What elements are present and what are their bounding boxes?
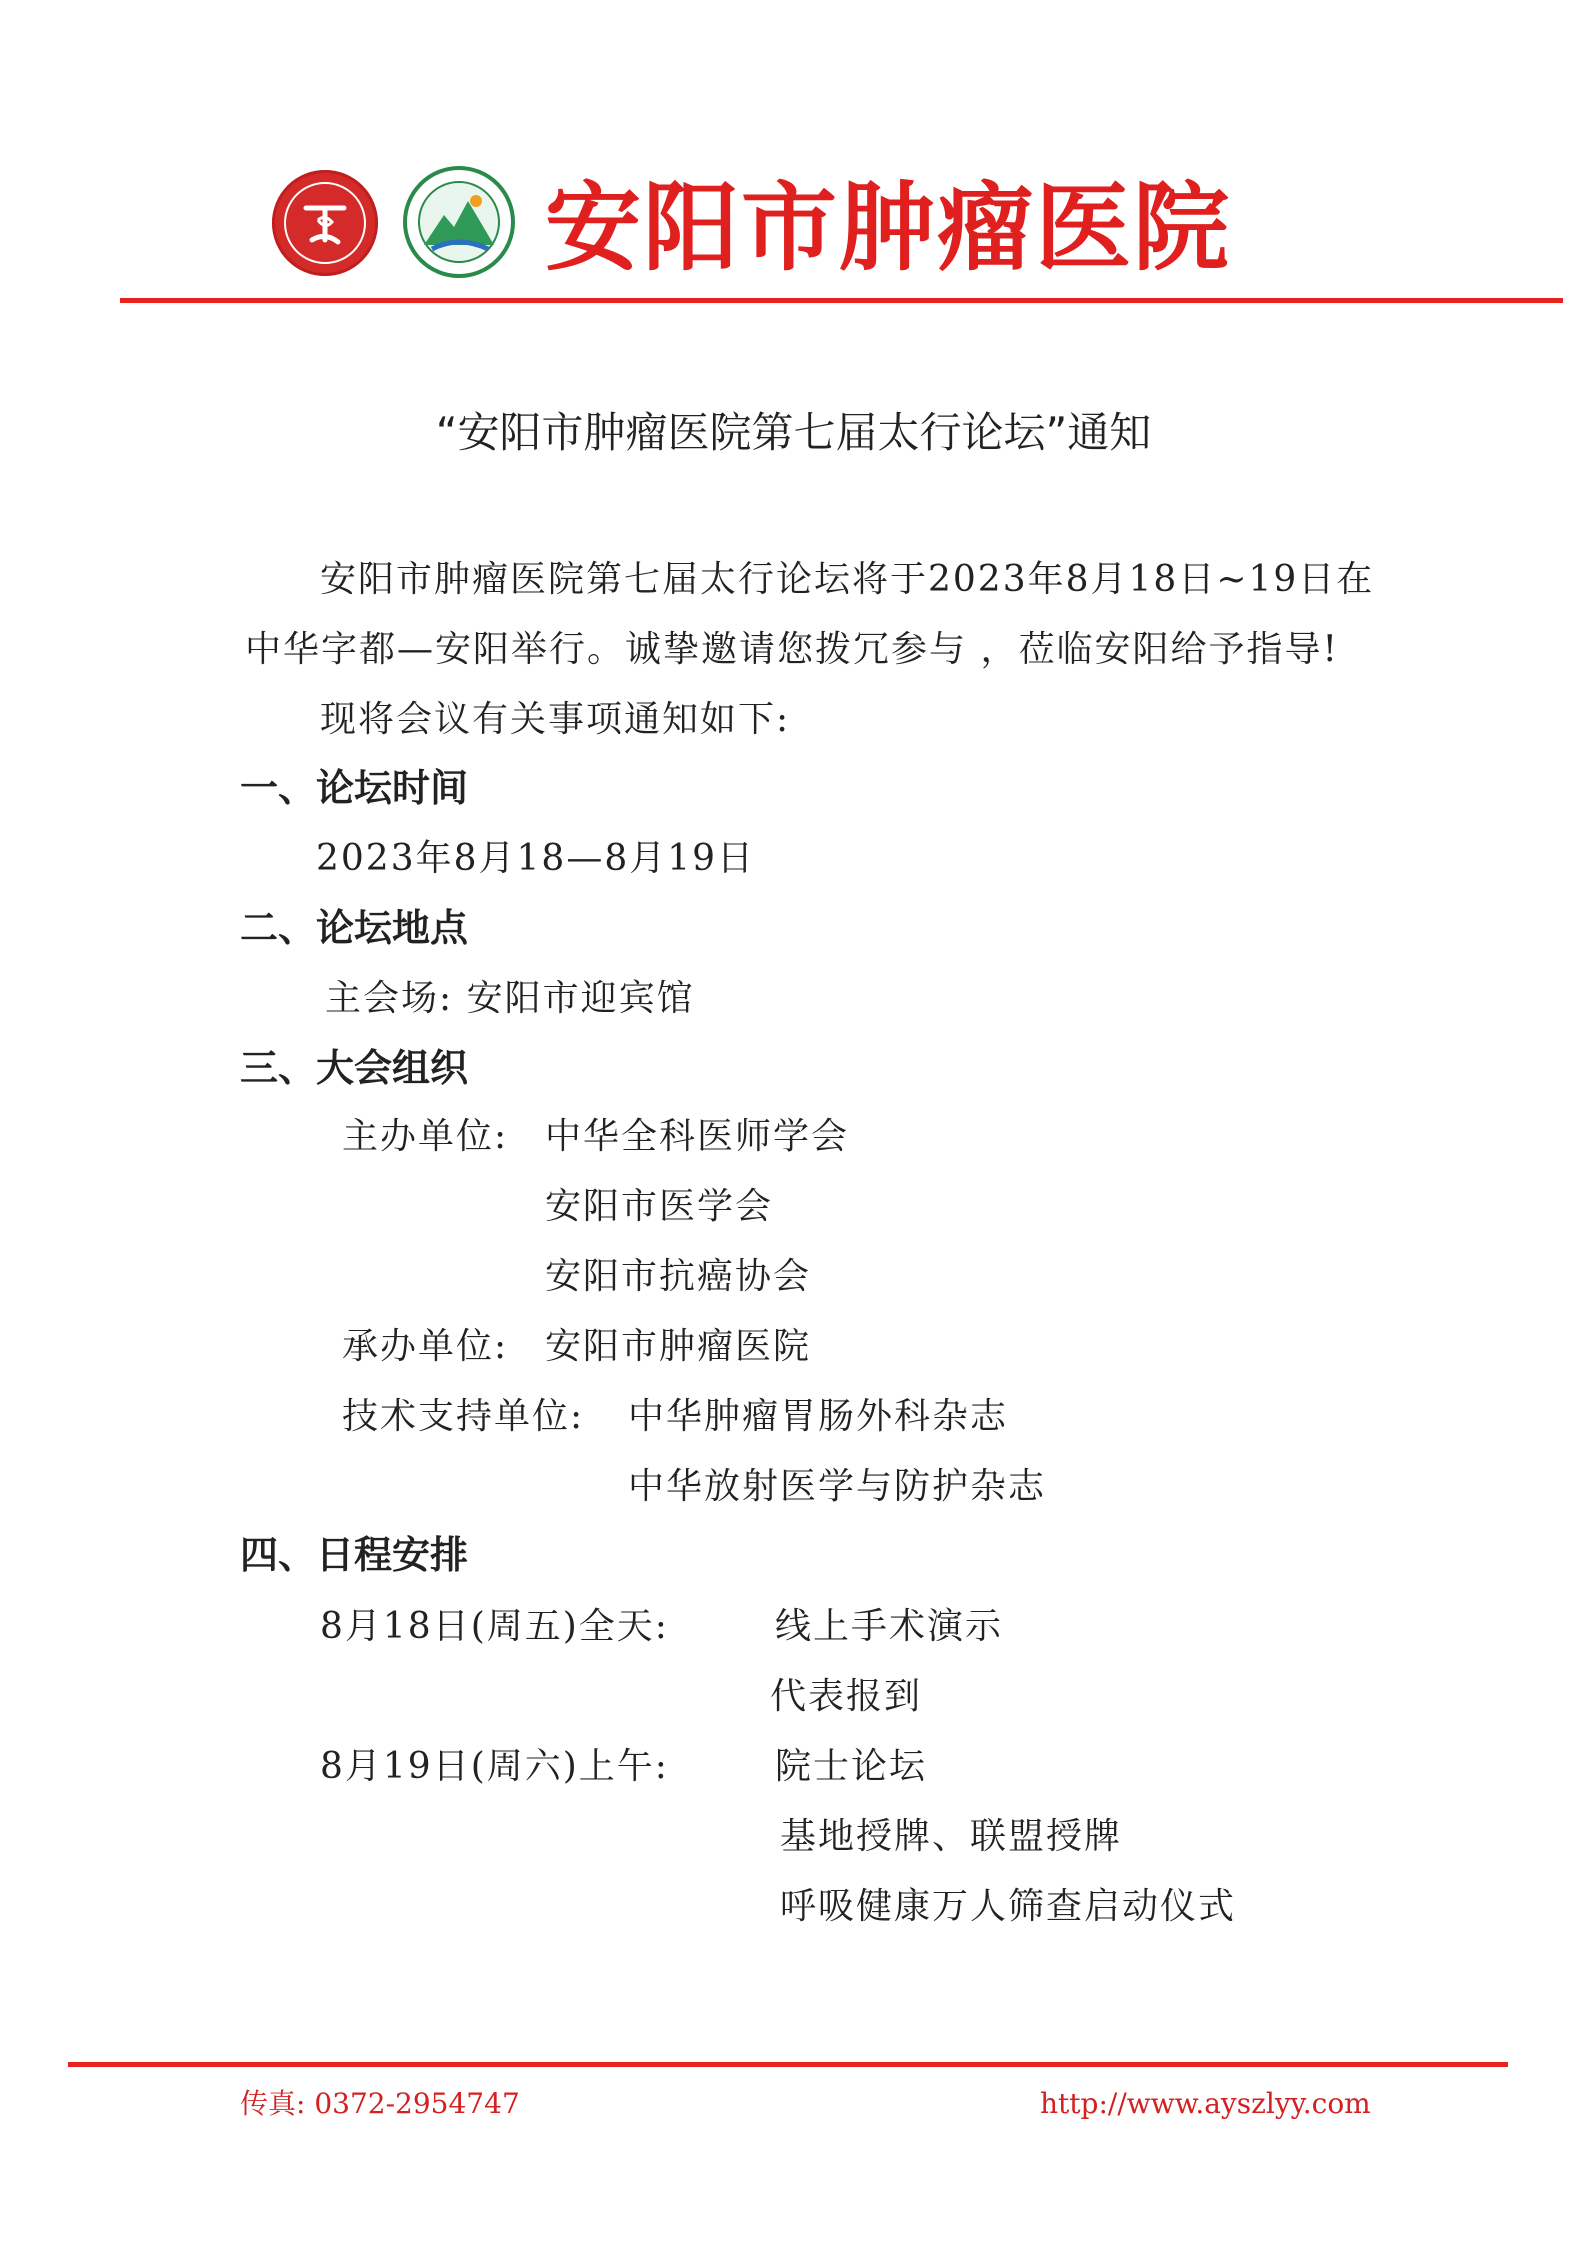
intro-line-1: 安阳市肿瘤医院第七届太行论坛将于2023年8月18日~19日在 <box>320 559 1375 600</box>
day1-item: 代表报到 <box>770 1676 923 1717</box>
website-link[interactable]: http://www.ayszlyy.com <box>1040 2087 1371 2120</box>
day1-item: 线上手术演示 <box>775 1606 1004 1647</box>
host-item: 安阳市抗癌协会 <box>545 1256 812 1297</box>
section-org-heading: 三、大会组织 <box>240 1046 469 1090</box>
day2-item: 院士论坛 <box>775 1746 928 1787</box>
hospital-logo <box>272 170 378 276</box>
section-place-heading: 二、论坛地点 <box>240 906 469 950</box>
host-item: 安阳市医学会 <box>545 1186 774 1227</box>
day2-item: 呼吸健康万人筛查启动仪式 <box>780 1886 1237 1927</box>
support-label: 技术支持单位: <box>342 1396 585 1437</box>
host-label: 主办单位: <box>342 1116 509 1157</box>
mountain-emblem-icon <box>402 165 516 279</box>
hospital-emblem-icon <box>272 170 378 276</box>
host-item: 中华全科医师学会 <box>545 1116 850 1157</box>
section-place-text: 主会场: 安阳市迎宾馆 <box>325 978 695 1019</box>
fax-number: 传真: 0372-2954747 <box>240 2087 520 2120</box>
supporter-item: 中华肿瘤胃肠外科杂志 <box>628 1396 1009 1437</box>
footer-divider <box>68 2062 1508 2067</box>
organizer-label: 承办单位: <box>342 1326 509 1367</box>
day2-item: 基地授牌、联盟授牌 <box>780 1816 1123 1857</box>
intro-line-2: 中华字都—安阳举行。诚挚邀请您拨冗参与 ，莅临安阳给予指导! <box>245 629 1339 670</box>
forum-logo <box>402 165 516 279</box>
hospital-name: 安阳市肿瘤医院 <box>545 172 1231 284</box>
section-schedule-heading: 四、日程安排 <box>240 1533 469 1577</box>
section-time-heading: 一、论坛时间 <box>240 766 469 810</box>
intro-line-3: 现将会议有关事项通知如下: <box>320 699 791 740</box>
day2-label: 8月19日(周六)上午: <box>320 1746 669 1787</box>
notice-title: “安阳市肿瘤医院第七届太行论坛”通知 <box>435 408 1152 457</box>
header-divider <box>120 298 1563 303</box>
day1-label: 8月18日(周五)全天: <box>320 1606 669 1647</box>
organizer-name: 安阳市肿瘤医院 <box>545 1326 812 1367</box>
supporter-item: 中华放射医学与防护杂志 <box>628 1466 1047 1507</box>
section-time-text: 2023年8月18—8月19日 <box>316 838 756 879</box>
